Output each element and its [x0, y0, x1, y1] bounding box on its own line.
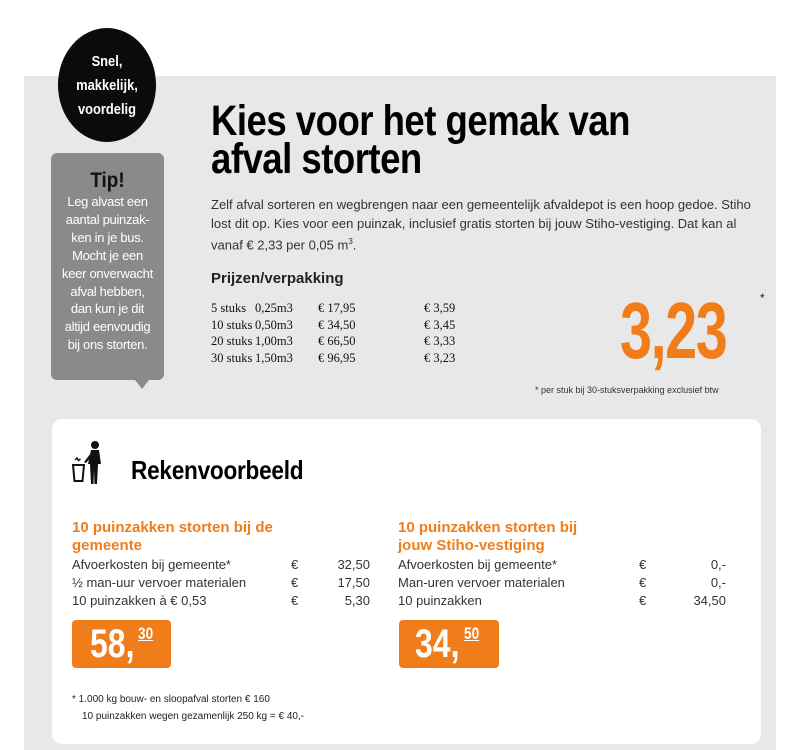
cost-label: 10 puinzakken à € 0,53 — [72, 593, 207, 608]
cost-amount: 0,- — [710, 575, 726, 590]
table-row — [211, 333, 464, 350]
page-title — [211, 97, 721, 183]
left-column-title — [72, 519, 273, 555]
featured-price: 3,23 — [620, 286, 727, 375]
list-item — [72, 592, 372, 610]
currency-symbol: € — [291, 557, 299, 572]
total-decimal: 30 — [138, 624, 154, 643]
title-line-2: afval storten — [211, 135, 422, 183]
currency-symbol: € — [639, 557, 647, 572]
total-integer: 34, — [415, 622, 460, 666]
qty-cell: 20 stuks — [211, 334, 253, 349]
list-item — [398, 592, 728, 610]
qty-cell: 10 stuks — [211, 317, 253, 332]
volume-cell: 1,00m3 — [255, 334, 293, 349]
list-item — [398, 556, 728, 574]
right-cost-list — [398, 556, 728, 610]
footnote-line-1: * 1.000 kg bouw- en sloopafval storten € 160 — [72, 694, 270, 705]
table-row — [211, 300, 464, 317]
table-row — [211, 350, 464, 367]
featured-price-asterisk: * — [760, 291, 765, 305]
left-title-line-2: gemeente — [72, 537, 143, 554]
currency-symbol: € — [639, 575, 647, 590]
intro-body: Zelf afval sorteren en wegbrengen naar een gemeentelijk afvaldepot is een hoop gedoe. Stiho lost dit op. Kies voor een puinzak, inclusief gratis storten bij jouw Stiho-vestiging. Dat kan al vanaf € 2,33 per 0,05 m — [211, 197, 751, 253]
total-integer: 58, — [90, 622, 135, 666]
tip-line: Leg alvast een — [67, 194, 148, 209]
tip-line: altijd eenvoudig — [64, 319, 151, 335]
right-total-badge — [399, 620, 499, 668]
currency-symbol: € — [291, 593, 299, 608]
cost-amount: 17,50 — [337, 575, 370, 590]
cost-amount: 34,50 — [693, 593, 726, 608]
intro-text — [211, 196, 756, 255]
slogan-badge — [58, 28, 156, 142]
tip-line: afval hebben, — [70, 283, 145, 299]
tip-line: ken in je bus. — [71, 229, 144, 245]
each-cell: € 3,59 — [424, 300, 456, 315]
tip-title: Tip! — [90, 169, 125, 192]
list-item — [72, 574, 372, 592]
cost-amount: 32,50 — [337, 557, 370, 572]
currency-symbol: € — [291, 575, 299, 590]
cost-amount: 0,- — [710, 557, 726, 572]
total-cell: € 17,95 — [318, 300, 356, 315]
trash-bin-icon — [70, 440, 108, 486]
prices-heading: Prijzen/verpakking — [211, 270, 344, 287]
list-item — [72, 556, 372, 574]
cost-amount: 5,30 — [344, 593, 370, 608]
qty-cell: 30 stuks — [211, 350, 253, 365]
each-cell: € 3,45 — [424, 317, 456, 332]
cost-label: Afvoerkosten bij gemeente* — [72, 557, 231, 572]
tip-line: bij ons storten. — [67, 337, 148, 353]
cost-label: Man-uren vervoer materialen — [398, 575, 565, 590]
qty-cell: 5 stuks — [211, 300, 247, 315]
volume-cell: 1,50m3 — [255, 350, 293, 365]
list-item — [398, 574, 728, 592]
calculation-heading: Rekenvoorbeeld — [131, 455, 304, 485]
right-title-line-1: 10 puinzakken storten bij — [398, 519, 578, 536]
left-total-badge — [72, 620, 171, 668]
volume-cell: 0,25m3 — [255, 300, 293, 315]
table-row — [211, 317, 464, 334]
intro-sup: 3 — [348, 237, 353, 246]
tip-line: dan kun je dit — [70, 301, 145, 317]
each-cell: € 3,23 — [424, 350, 456, 365]
volume-cell: 0,50m3 — [255, 317, 293, 332]
title-line-1: Kies voor het gemak van — [211, 97, 630, 145]
cost-label: Afvoerkosten bij gemeente* — [398, 557, 557, 572]
tip-text — [51, 193, 164, 354]
badge-line-1: Snel, — [91, 53, 123, 70]
prices-table — [211, 300, 464, 367]
total-decimal: 50 — [464, 624, 480, 643]
right-title-line-2: jouw Stiho-vestiging — [398, 537, 545, 554]
left-cost-list — [72, 556, 372, 610]
tip-line: Mocht je een — [72, 247, 143, 263]
cost-label: ½ man-uur vervoer materialen — [72, 575, 247, 590]
badge-line-3: voordelig — [77, 101, 137, 118]
price-footnote: * per stuk bij 30-stuksverpakking exclusief btw — [535, 385, 719, 395]
tip-line: keer onverwacht — [62, 265, 153, 281]
calculation-footnote — [72, 691, 304, 725]
right-column-title — [398, 519, 577, 555]
currency-symbol: € — [639, 593, 647, 608]
total-cell: € 96,95 — [318, 350, 356, 365]
tip-line: aantal puinzak- — [65, 211, 150, 227]
total-cell: € 34,50 — [318, 317, 356, 332]
tip-box — [51, 153, 164, 380]
left-title-line-1: 10 puinzakken storten bij de — [72, 519, 273, 536]
each-cell: € 3,33 — [424, 334, 456, 349]
intro-end: . — [352, 237, 357, 253]
footnote-line-2: 10 puinzakken wegen gezamenlijk 250 kg = € 40,- — [82, 711, 305, 722]
badge-line-2: makkelijk, — [76, 77, 138, 94]
total-cell: € 66,50 — [318, 334, 356, 349]
cost-label: 10 puinzakken — [398, 593, 482, 608]
